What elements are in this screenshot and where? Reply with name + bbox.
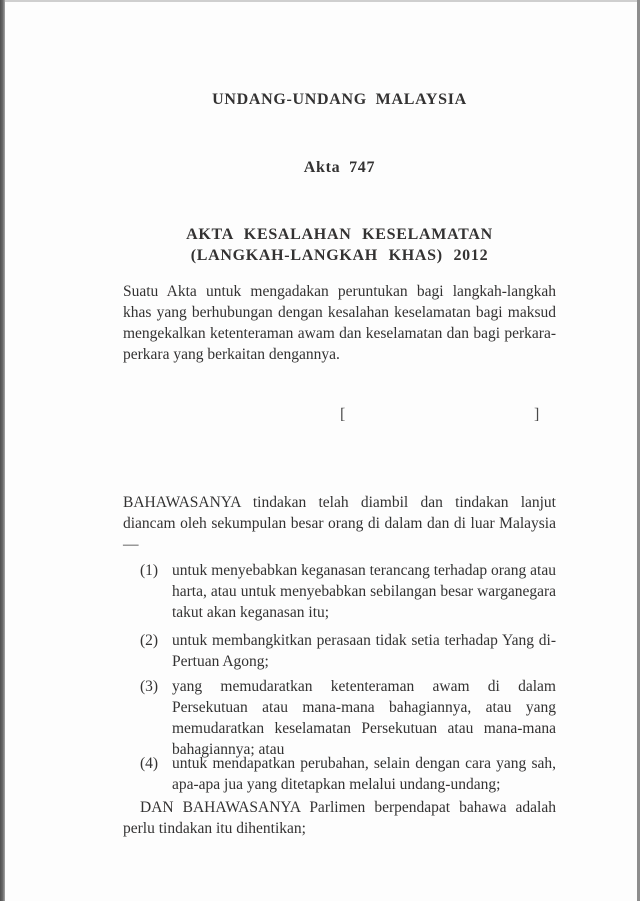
page-left-edge xyxy=(0,0,5,901)
enactment-date-placeholder xyxy=(123,406,556,428)
open-bracket: [ xyxy=(340,406,346,423)
clause-number: (2) xyxy=(140,632,159,649)
document-header: UNDANG-UNDANG MALAYSIA xyxy=(212,91,467,108)
preamble-clause-1 xyxy=(140,560,556,623)
preamble-clause-4 xyxy=(140,753,556,795)
long-title-paragraph: Suatu Akta untuk mengadakan peruntukan bagi langkah-langkah khas yang berhubungan dengan kesalahan keselamatan bagi maksud mengekalkan ketenteraman awam dan keselamatan dan bagi perkara-perkara yang berkaitan dengannya. xyxy=(123,283,556,363)
clause-number: (1) xyxy=(140,562,159,579)
clause-text: untuk menyebabkan keganasan terancang terhadap orang atau harta, atau untuk menyebabkan sebilangan besar warganegara takut akan keganasan itu; xyxy=(172,562,556,621)
clause-text: untuk membangkitkan perasaan tidak setia terhadap Yang di-Pertuan Agong; xyxy=(172,632,556,670)
act-title-line2: (LANGKAH-LANGKAH KHAS) 2012 xyxy=(190,247,489,264)
clause-text: yang memudaratkan ketenteraman awam di dalam Persekutuan atau mana-mana bahagiannya, atau yang memudaratkan keselamatan Persekutuan atau mana-mana bahagiannya; atau xyxy=(172,678,556,758)
close-bracket: ] xyxy=(534,406,540,423)
clause-text: untuk mendapatkan perubahan, selain dengan cara yang sah, apa-apa jua yang ditetapkan melalui undang-undang; xyxy=(172,755,556,793)
preamble-clause-3 xyxy=(140,676,556,760)
page-content xyxy=(123,0,556,901)
preamble-clause-2 xyxy=(140,630,556,672)
closing-paragraph: DAN BAHAWASANYA Parlimen berpendapat bahawa adalah perlu tindakan itu dihentikan; xyxy=(123,799,556,837)
act-number: Akta 747 xyxy=(303,159,376,176)
clause-number: (4) xyxy=(140,755,159,772)
clause-number: (3) xyxy=(140,678,159,695)
act-title-line1: AKTA KESALAHAN KESELAMATAN xyxy=(186,226,493,243)
act-title xyxy=(123,224,556,266)
preamble-paragraph: BAHAWASANYA tindakan telah diambil dan tindakan lanjut diancam oleh sekumpulan besar orang di dalam dan di luar Malaysia— xyxy=(123,494,556,553)
